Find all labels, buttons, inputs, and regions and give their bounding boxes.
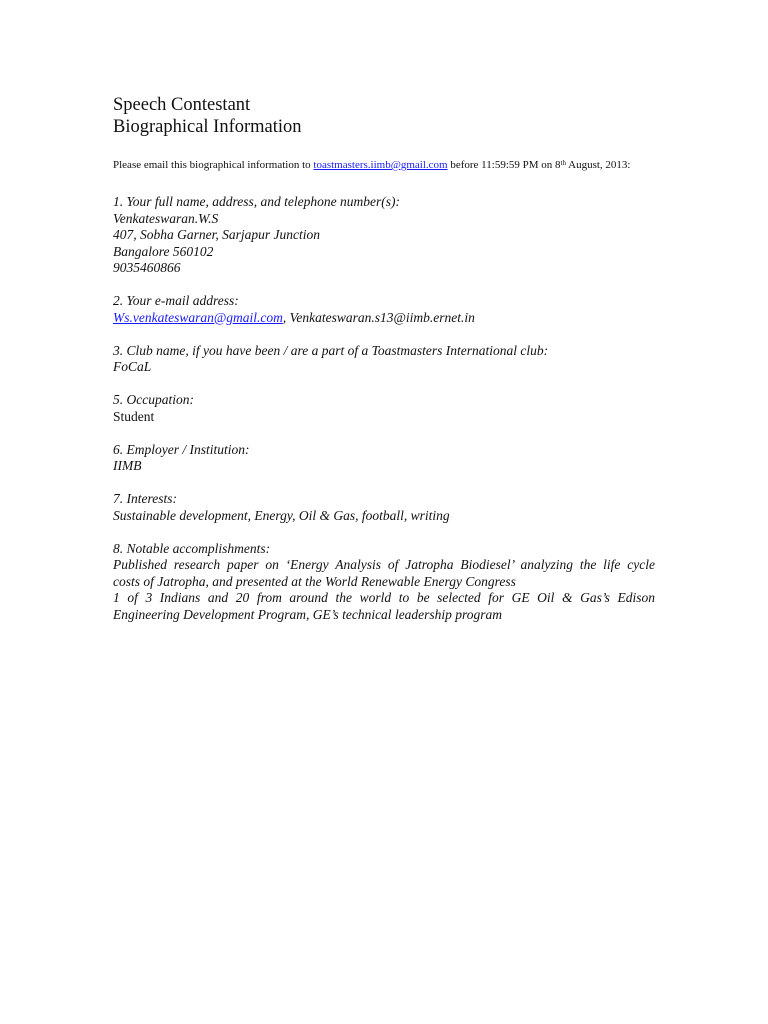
intro-text-before: Please email this biographical information to: [113, 159, 314, 171]
section-name-address: [113, 194, 655, 277]
answer-address-street: 407, Sobha Garner, Sarjapur Junction: [113, 227, 320, 242]
title-line-1: Speech Contestant: [113, 95, 251, 115]
email-secondary: Venkateswaran.s13@iimb.ernet.in: [289, 309, 475, 325]
section-accomplishments: [113, 541, 655, 624]
page-title: [113, 94, 655, 138]
intro-text-after: before 11:59:59 PM on 8: [447, 159, 561, 171]
question-accomplishments: 8. Notable accomplishments:: [113, 540, 271, 556]
title-line-2: Biographical Information: [113, 117, 302, 137]
intro-instruction: [113, 158, 655, 172]
answer-employer: IIMB: [113, 458, 142, 473]
question-employer: 6. Employer / Institution:: [113, 441, 250, 457]
accomplishment-1-line-1: Published research paper on ‘Energy Analysis of Jatropha Biodiesel’ analyzing the life cycle: [113, 557, 655, 572]
section-employer: [113, 442, 655, 475]
question-name-address: 1. Your full name, address, and telephone number(s):: [113, 194, 400, 209]
answer-emails: [113, 310, 655, 327]
email-link-primary[interactable]: Ws.venkateswaran@gmail.com: [113, 309, 283, 325]
question-email: 2. Your e-mail address:: [113, 293, 239, 308]
answer-occupation: Student: [113, 408, 155, 424]
section-occupation: [113, 392, 655, 425]
answer-phone: 9035460866: [113, 260, 181, 275]
section-email: [113, 293, 655, 326]
section-interests: [113, 491, 655, 524]
accomplishment-2-line-2: Engineering Development Program, GE’s technical leadership program: [113, 606, 503, 622]
question-club: 3. Club name, if you have been / are a part of a Toastmasters International club:: [113, 342, 549, 358]
accomplishment-2-line-1: 1 of 3 Indians and 20 from around the world to be selected for GE Oil & Gas’s Edison: [113, 590, 655, 605]
answer-name: Venkateswaran.W.S: [113, 210, 219, 226]
biography-sections: [113, 194, 655, 623]
question-occupation: 5. Occupation:: [113, 392, 194, 407]
intro-ordinal-suffix: th: [560, 159, 566, 167]
section-club: [113, 343, 655, 376]
contact-email-link[interactable]: toastmasters.iimb@gmail.com: [313, 159, 448, 171]
answer-address-city: Bangalore 560102: [113, 243, 214, 259]
question-interests: 7. Interests:: [113, 491, 177, 506]
intro-text-tail: August, 2013:: [565, 159, 631, 171]
answer-interests: Sustainable development, Energy, Oil & Gas, football, writing: [113, 507, 450, 523]
document-page: [113, 94, 655, 640]
accomplishment-1-line-2: costs of Jatropha, and presented at the World Renewable Energy Congress: [113, 573, 516, 589]
answer-club: FoCaL: [113, 359, 152, 374]
email-separator: ,: [282, 309, 290, 325]
